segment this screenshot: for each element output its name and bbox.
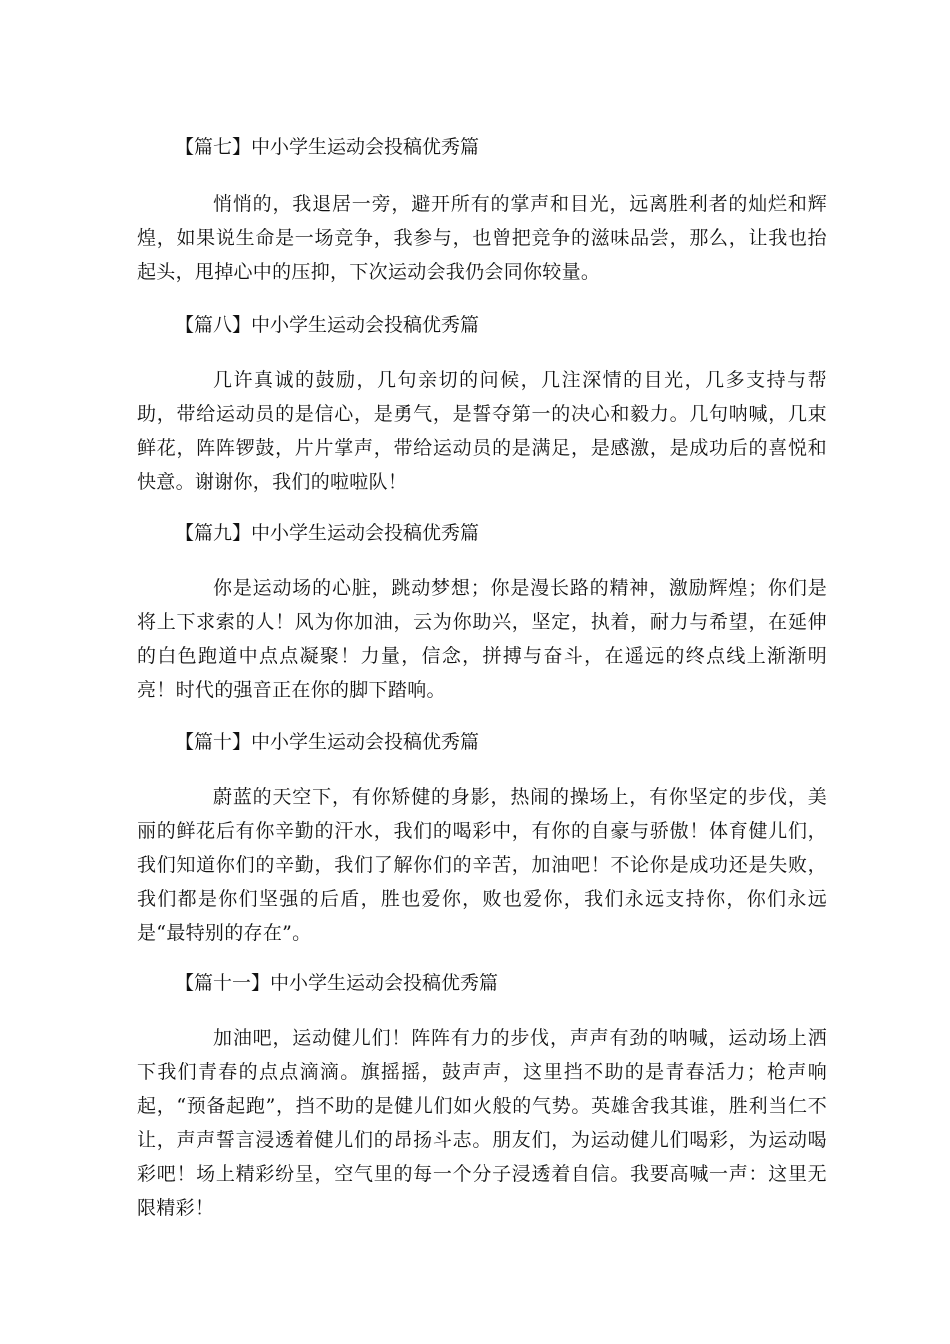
section-heading-11: 【篇十一】中小学生运动会投稿优秀篇 [175,972,499,994]
section-heading-7: 【篇七】中小学生运动会投稿优秀篇 [175,136,480,158]
section-body-10: 蔚蓝的天空下，有你矫健的身影，热闹的操场上，有你坚定的步伐，美丽的鲜花后有你辛勤的汗水，我们的喝彩中，有你的自豪与骄傲！体育健儿们，我们知道你们的辛勤，我们了解你们的辛苦，加油吧！不论你是成功还是失败，我们都是你们坚强的后盾，胜也爱你，败也爱你，我们永远支持你，你们永远是“最特别的存在”。 [137,786,827,944]
section-body-7: 悄悄的，我退居一旁，避开所有的掌声和目光，远离胜利者的灿烂和辉煌，如果说生命是一场竞争，我参与，也曾把竞争的滋味品尝，那么，让我也抬起头，甩掉心中的压抑，下次运动会我仍会同你较量。 [137,193,827,283]
section-body-9: 你是运动场的心脏，跳动梦想；你是漫长路的精神，激励辉煌；你们是将上下求索的人！风为你加油，云为你助兴，坚定，执着，耐力与希望，在延伸的白色跑道中点点凝聚！力量，信念，拼搏与奋斗，在遥远的终点线上渐渐明亮！时代的强音正在你的脚下踏响。 [137,577,827,701]
section-heading-9: 【篇九】中小学生运动会投稿优秀篇 [175,522,480,544]
section-body-11: 加油吧，运动健儿们！阵阵有力的步伐，声声有劲的呐喊，运动场上洒下我们青春的点点滴滴。旗摇摇，鼓声声，这里挡不助的是青春活力；枪声响起，“预备起跑”，挡不助的是健儿们如火般的气势。英雄舍我其谁，胜利当仁不让，声声誓言浸透着健儿们的昂扬斗志。朋友们，为运动健儿们喝彩，为运动喝彩吧！场上精彩纷呈，空气里的每一个分子浸透着自信。我要高喊一声：这里无限精彩！ [137,1027,827,1219]
section-heading-8: 【篇八】中小学生运动会投稿优秀篇 [175,314,480,336]
section-body-8: 几许真诚的鼓励，几句亲切的问候，几注深情的目光，几多支持与帮助，带给运动员的是信心，是勇气，是誓夺第一的决心和毅力。几句呐喊，几束鲜花，阵阵锣鼓，片片掌声，带给运动员的是满足，是感激，是成功后的喜悦和快意。谢谢你，我们的啦啦队！ [137,369,827,493]
section-heading-10: 【篇十】中小学生运动会投稿优秀篇 [175,731,480,753]
